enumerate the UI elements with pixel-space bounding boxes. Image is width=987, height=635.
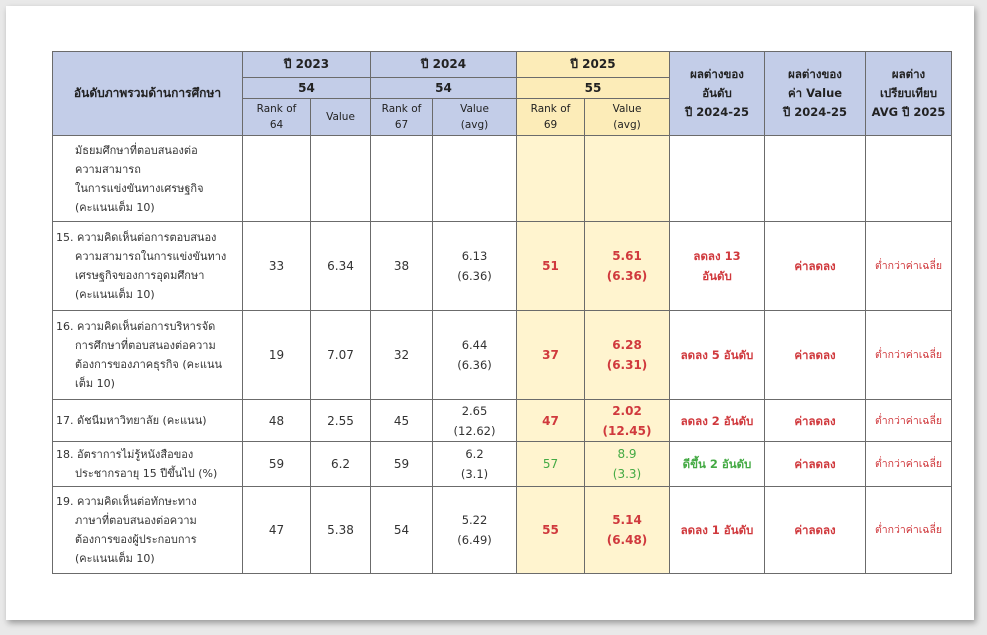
- value-2024-header: Value (avg): [433, 99, 517, 136]
- value-2025: 2.02 (12.45): [585, 400, 670, 442]
- row-label: 19. ความคิดเห็นต่อทักษะทาง ภาษาที่ตอบสนองต่อความ ต้องการของผู้ประกอบการ (คะแนนเต็ม 10): [53, 487, 243, 574]
- diff-value: ค่าลดลง: [765, 400, 866, 442]
- diff-rank: [670, 136, 765, 222]
- year-2025-header: ปี 2025: [517, 52, 670, 78]
- value-2024: 5.22 (6.49): [433, 487, 517, 574]
- category-header: อันดับภาพรวมด้านการศึกษา: [53, 52, 243, 136]
- rank-2025: 37: [517, 311, 585, 400]
- rank-2024: 32: [371, 311, 433, 400]
- value-2025: 5.14 (6.48): [585, 487, 670, 574]
- row-label: 16. ความคิดเห็นต่อการบริหารจัด การศึกษาที่ตอบสนองต่อความ ต้องการของภาคธุรกิจ (คะแนน เต็ม 10): [53, 311, 243, 400]
- diff-avg: ต่ำกว่าค่าเฉลี่ย: [866, 442, 952, 487]
- diff-value: [765, 136, 866, 222]
- table-row: [53, 442, 952, 487]
- diff-rank: ลดลง 5 อันดับ: [670, 311, 765, 400]
- row-label: มัธยมศึกษาที่ตอบสนองต่อ ความสามารถ ในการแข่งขันทางเศรษฐกิจ (คะแนนเต็ม 10): [53, 136, 243, 222]
- value-2023: [311, 136, 371, 222]
- rank-2024: [371, 136, 433, 222]
- diff-rank-header: ผลต่างของ อันดับ ปี 2024-25: [670, 52, 765, 136]
- year-2023-header: ปี 2023: [243, 52, 371, 78]
- value-2023: 7.07: [311, 311, 371, 400]
- diff-rank: ลดลง 2 อันดับ: [670, 400, 765, 442]
- total-2024: 54: [371, 78, 517, 99]
- diff-value: ค่าลดลง: [765, 487, 866, 574]
- diff-rank: ดีขึ้น 2 อันดับ: [670, 442, 765, 487]
- rank-2023: 19: [243, 311, 311, 400]
- value-2023: 5.38: [311, 487, 371, 574]
- total-2023: 54: [243, 78, 371, 99]
- rank-2025: [517, 136, 585, 222]
- value-2023: 6.34: [311, 222, 371, 311]
- rank-2024: 59: [371, 442, 433, 487]
- diff-rank: ลดลง 1 อันดับ: [670, 487, 765, 574]
- value-2023-header: Value: [311, 99, 371, 136]
- diff-avg-header: ผลต่าง เปรียบเทียบ AVG ปี 2025: [866, 52, 952, 136]
- rank-2023: 59: [243, 442, 311, 487]
- rank-2024-header: Rank of 67: [371, 99, 433, 136]
- rank-2023: [243, 136, 311, 222]
- table-row: [53, 311, 952, 400]
- diff-avg: ต่ำกว่าค่าเฉลี่ย: [866, 311, 952, 400]
- rank-2023: 33: [243, 222, 311, 311]
- year-2024-header: ปี 2024: [371, 52, 517, 78]
- value-2025: 6.28 (6.31): [585, 311, 670, 400]
- value-2024: [433, 136, 517, 222]
- diff-value: ค่าลดลง: [765, 222, 866, 311]
- rank-2023: 48: [243, 400, 311, 442]
- table-row: [53, 400, 952, 442]
- value-2024: 2.65 (12.62): [433, 400, 517, 442]
- table-row: [53, 487, 952, 574]
- row-label: 17. ดัชนีมหาวิทยาลัย (คะแนน): [53, 400, 243, 442]
- diff-value-header: ผลต่างของ ค่า Value ปี 2024-25: [765, 52, 866, 136]
- table-row: [53, 136, 952, 222]
- rank-2023: 47: [243, 487, 311, 574]
- row-label: 18. อัตราการไม่รู้หนังสือของ ประชากรอายุ 15 ปีขึ้นไป (%): [53, 442, 243, 487]
- value-2025: [585, 136, 670, 222]
- rank-2025: 51: [517, 222, 585, 311]
- diff-avg: ต่ำกว่าค่าเฉลี่ย: [866, 400, 952, 442]
- diff-rank: ลดลง 13 อันดับ: [670, 222, 765, 311]
- rank-2025-header: Rank of 69: [517, 99, 585, 136]
- value-2025-header: Value (avg): [585, 99, 670, 136]
- rank-2023-header: Rank of 64: [243, 99, 311, 136]
- rank-2024: 45: [371, 400, 433, 442]
- diff-avg: ต่ำกว่าค่าเฉลี่ย: [866, 487, 952, 574]
- diff-avg: [866, 136, 952, 222]
- value-2025: 5.61 (6.36): [585, 222, 670, 311]
- value-2023: 2.55: [311, 400, 371, 442]
- diff-avg: ต่ำกว่าค่าเฉลี่ย: [866, 222, 952, 311]
- total-2025: 55: [517, 78, 670, 99]
- education-ranking-table: [52, 51, 952, 574]
- row-label: 15. ความคิดเห็นต่อการตอบสนอง ความสามารถในการแข่งขันทาง เศรษฐกิจของการอุดมศึกษา (คะแนนเต็ม 10): [53, 222, 243, 311]
- diff-value: ค่าลดลง: [765, 442, 866, 487]
- rank-2024: 38: [371, 222, 433, 311]
- value-2024: 6.13 (6.36): [433, 222, 517, 311]
- rank-2025: 57: [517, 442, 585, 487]
- diff-value: ค่าลดลง: [765, 311, 866, 400]
- value-2024: 6.2 (3.1): [433, 442, 517, 487]
- value-2024: 6.44 (6.36): [433, 311, 517, 400]
- table-row: [53, 222, 952, 311]
- value-2023: 6.2: [311, 442, 371, 487]
- rank-2025: 47: [517, 400, 585, 442]
- value-2025: 8.9 (3.3): [585, 442, 670, 487]
- document-card: [6, 6, 974, 620]
- rank-2025: 55: [517, 487, 585, 574]
- rank-2024: 54: [371, 487, 433, 574]
